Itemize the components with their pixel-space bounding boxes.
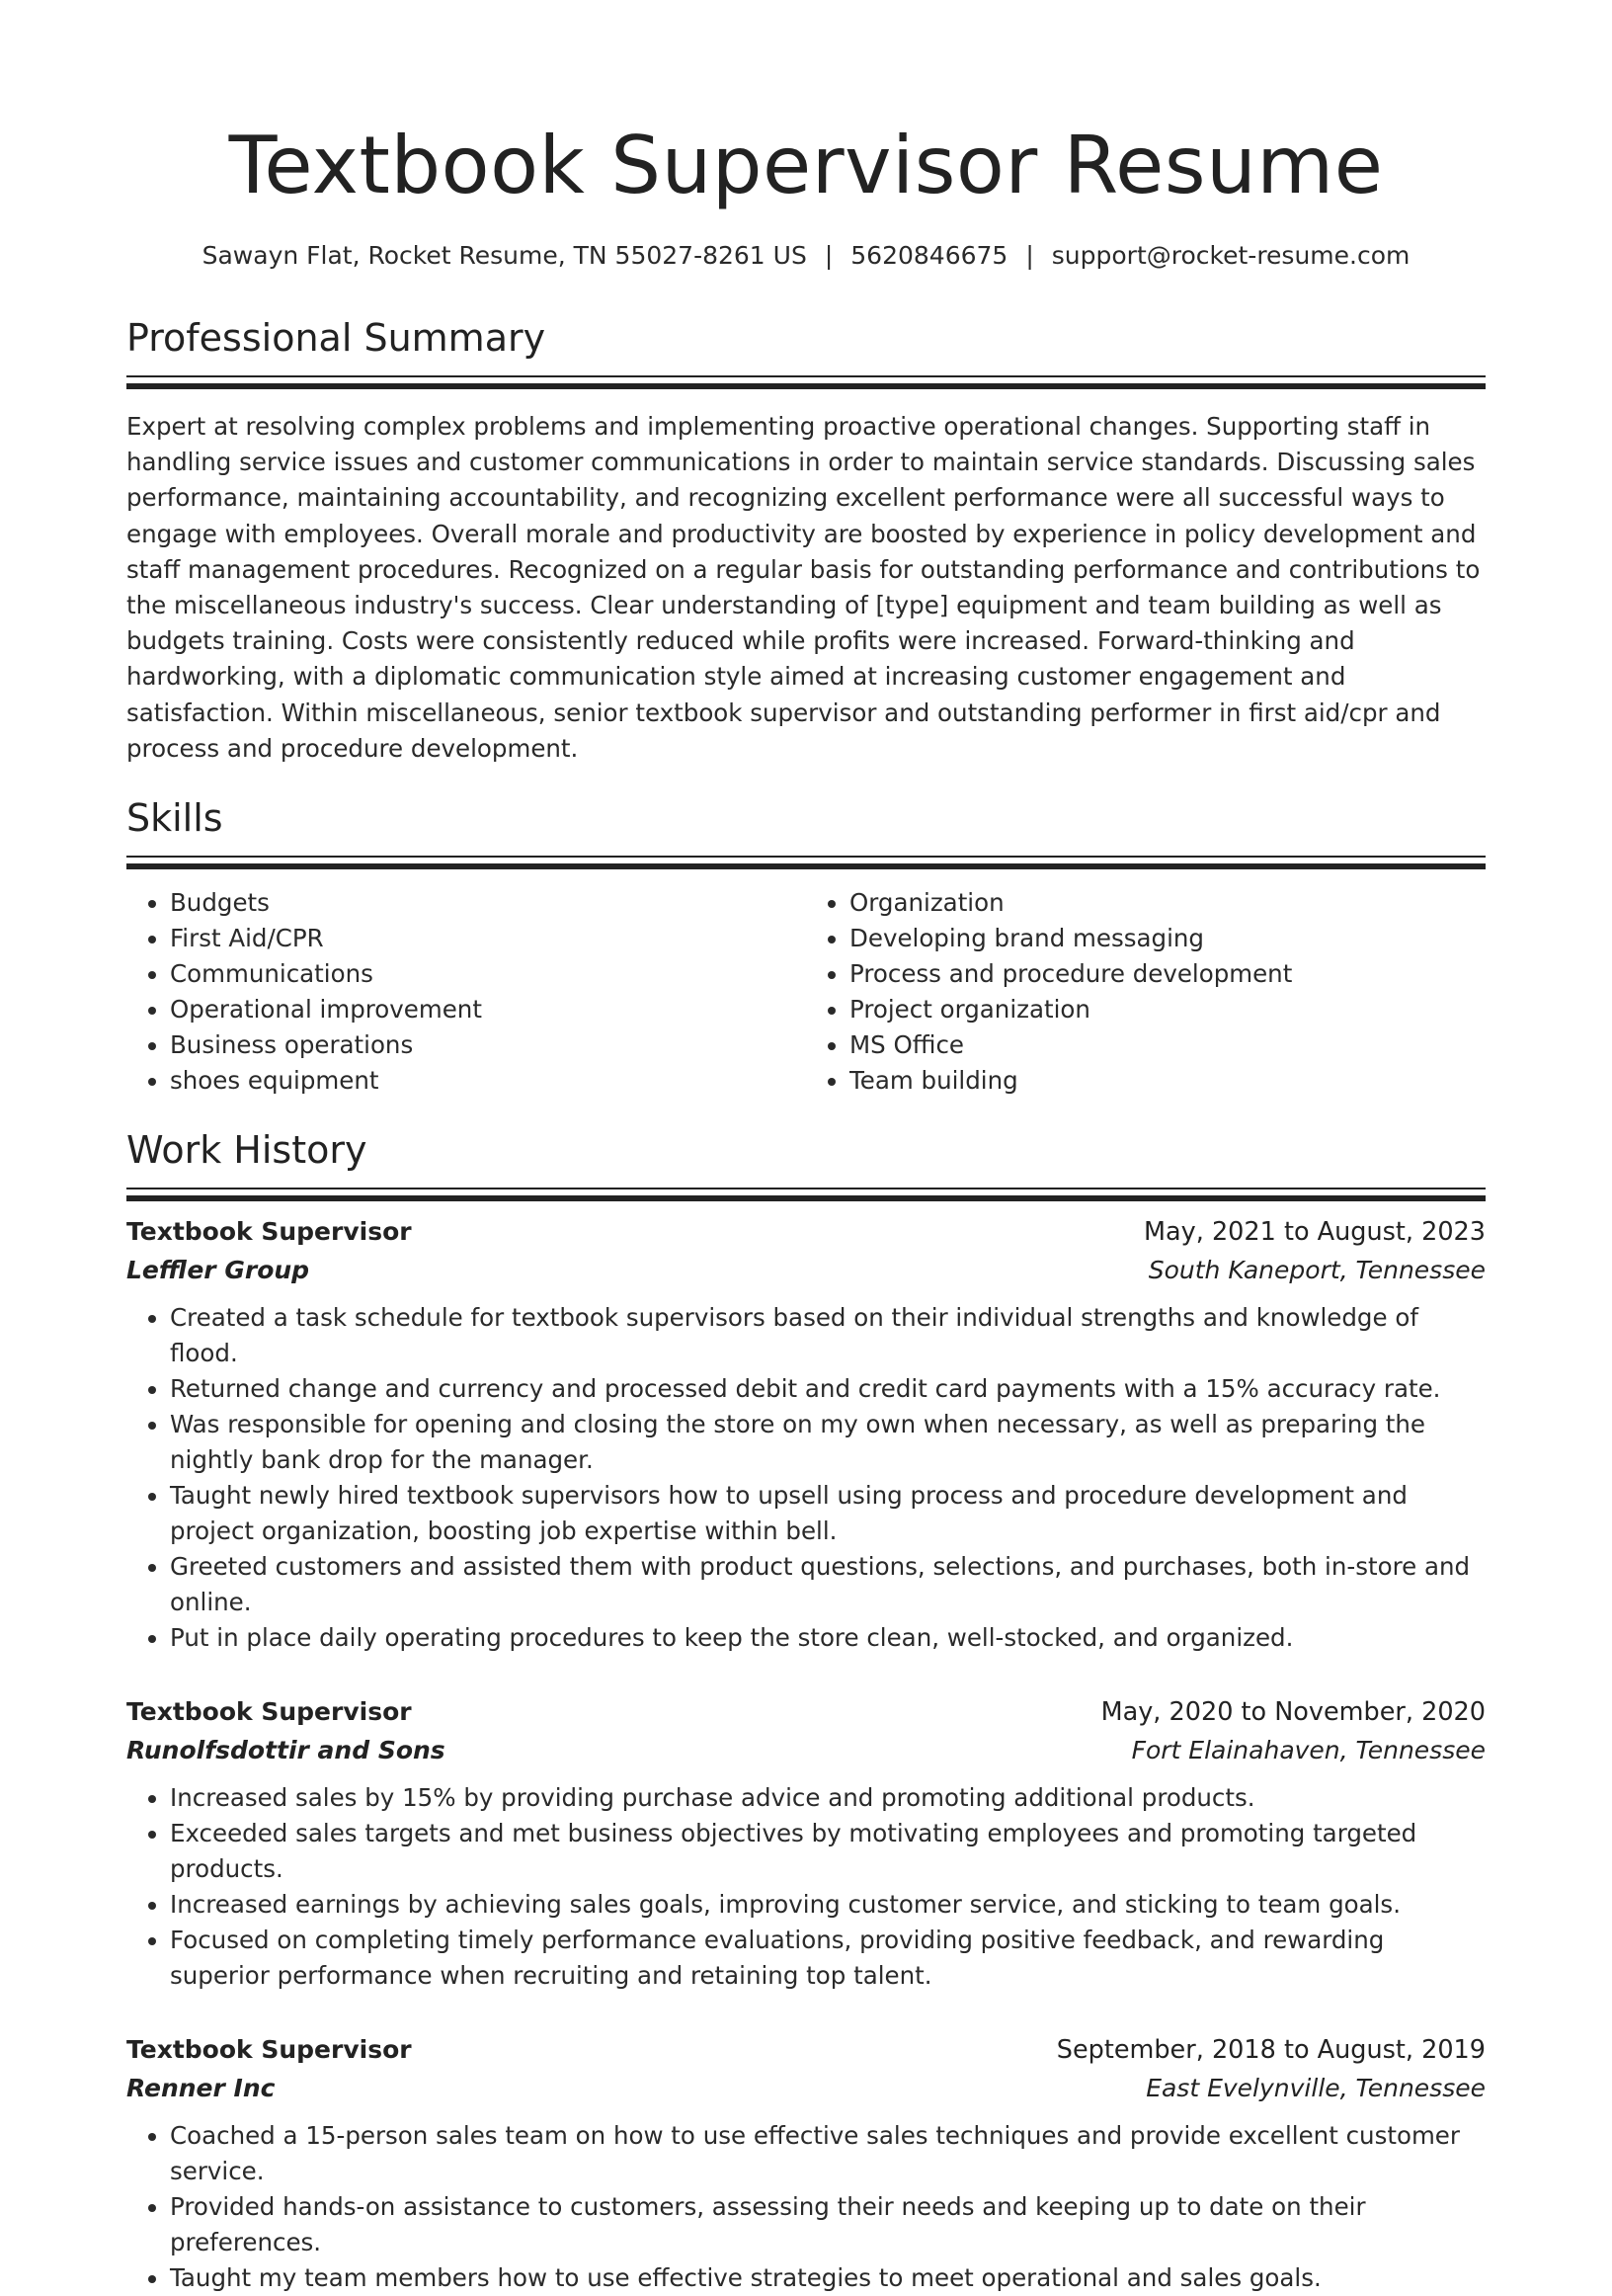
job-entry <box>126 2031 1486 2296</box>
skill-item: • MS Office <box>849 1027 1486 1063</box>
skill-item: • Project organization <box>849 992 1486 1027</box>
contact-address: Sawayn Flat, Rocket Resume, TN 55027-8261 US <box>202 241 807 270</box>
skill-item: • Budgets <box>170 885 806 921</box>
section-divider <box>126 1188 1486 1189</box>
skill-item: • First Aid/CPR <box>170 921 806 956</box>
job-location: South Kaneport, Tennessee <box>1148 1256 1486 1285</box>
skill-item: • Organization <box>849 885 1486 921</box>
job-bullet: • Was responsible for opening and closing the store on my own when necessary, as well as preparing the nightly bank drop for the manager. <box>170 1407 1486 1478</box>
job-bullet-list <box>126 1300 1486 1656</box>
job-bullet-list <box>126 1780 1486 1994</box>
job-header-row <box>126 1213 1486 1251</box>
contact-phone: 5620846675 <box>850 241 1008 270</box>
skill-item: • shoes equipment <box>170 1063 806 1099</box>
section-divider <box>126 375 1486 377</box>
job-header-row <box>126 2031 1486 2069</box>
job-location: East Evelynville, Tennessee <box>1146 2074 1486 2103</box>
job-bullet: • Coached a 15-person sales team on how to use effective sales techniques and provide excellent customer service. <box>170 2118 1486 2189</box>
job-bullet: • Taught my team members how to use effective strategies to meet operational and sales goals. <box>170 2260 1486 2296</box>
professional-summary-section <box>126 314 1486 767</box>
section-heading-summary: Professional Summary <box>126 316 546 360</box>
job-title: Textbook Supervisor <box>126 1697 412 1727</box>
job-bullet: • Exceeded sales targets and met business objectives by motivating employees and promoting targeted products. <box>170 1816 1486 1887</box>
skills-column-right <box>806 885 1486 1099</box>
job-bullet-list <box>126 2118 1486 2296</box>
skills-grid <box>126 885 1486 1099</box>
contact-separator: | <box>824 241 834 270</box>
job-bullet: • Increased earnings by achieving sales goals, improving customer service, and sticking to team goals. <box>170 1887 1486 1923</box>
skills-column-left <box>126 885 806 1099</box>
summary-text: Expert at resolving complex problems and implementing proactive operational changes. Supporting staff in handling service issues and customer communications in order to maintain service standards. Discussing sales performance, maintaining accountability, and recognizing excellent performance were all successful ways to engage with employees. Overall morale and productivity are boosted by experience in policy development and staff management procedures. Recognized on a regular basis for outstanding performance and contributions to the miscellaneous industry's success. Clear understanding of [type] equipment and team building as well as budgets training. Costs were consistently reduced while profits were increased. Forward-thinking and hardworking, with a diplomatic communication style aimed at increasing customer engagement and satisfaction. Within miscellaneous, senior textbook supervisor and outstanding performer in first aid/cpr and process and procedure development. <box>126 412 1481 763</box>
contact-line <box>126 239 1486 273</box>
job-bullet: • Focused on completing timely performance evaluations, providing positive feedback, and rewarding superior performance when recruiting and retaining top talent. <box>170 1923 1486 1994</box>
section-heading-skills: Skills <box>126 796 223 841</box>
job-subheader-row <box>126 1251 1486 1290</box>
job-title: Textbook Supervisor <box>126 2035 412 2065</box>
job-bullet: • Increased sales by 15% by providing purchase advice and promoting additional products. <box>170 1780 1486 1816</box>
contact-email: support@rocket-resume.com <box>1051 241 1410 270</box>
job-entry <box>126 1693 1486 1994</box>
job-company: Renner Inc <box>126 2074 276 2103</box>
section-heading-work: Work History <box>126 1128 367 1173</box>
skill-item: • Developing brand messaging <box>849 921 1486 956</box>
job-bullet: • Put in place daily operating procedures to keep the store clean, well-stocked, and organized. <box>170 1620 1486 1656</box>
job-dates: September, 2018 to August, 2019 <box>1056 2035 1486 2066</box>
skills-section <box>126 794 1486 1099</box>
job-company: Leffler Group <box>126 1256 310 1285</box>
job-dates: May, 2020 to November, 2020 <box>1100 1697 1486 1728</box>
job-entry <box>126 1213 1486 1656</box>
job-subheader-row <box>126 2069 1486 2108</box>
job-bullet: • Returned change and currency and processed debit and credit card payments with a 15% accuracy rate. <box>170 1371 1486 1407</box>
skill-item: • Operational improvement <box>170 992 806 1027</box>
section-divider <box>126 856 1486 858</box>
job-title: Textbook Supervisor <box>126 1217 412 1247</box>
contact-separator: | <box>1025 241 1034 270</box>
skill-item: • Communications <box>170 956 806 992</box>
skill-item: • Business operations <box>170 1027 806 1063</box>
skill-item: • Process and procedure development <box>849 956 1486 992</box>
job-location: Fort Elainahaven, Tennessee <box>1131 1736 1486 1765</box>
job-header-row <box>126 1693 1486 1731</box>
job-bullet: • Greeted customers and assisted them with product questions, selections, and purchases, both in-store and online. <box>170 1549 1486 1620</box>
job-subheader-row <box>126 1731 1486 1770</box>
job-bullet: • Created a task schedule for textbook supervisors based on their individual strengths and knowledge of flood. <box>170 1300 1486 1371</box>
resume-title: Textbook Supervisor Resume <box>228 120 1384 211</box>
job-bullet: • Provided hands-on assistance to customers, assessing their needs and keeping up to date on their preferences. <box>170 2189 1486 2260</box>
job-bullet: • Taught newly hired textbook supervisors how to upsell using process and procedure development and project organization, boosting job expertise within bell. <box>170 1478 1486 1549</box>
job-company: Runolfsdottir and Sons <box>126 1736 445 1765</box>
work-history-section <box>126 1126 1486 2296</box>
skill-item: • Team building <box>849 1063 1486 1099</box>
job-dates: May, 2021 to August, 2023 <box>1144 1217 1486 1248</box>
